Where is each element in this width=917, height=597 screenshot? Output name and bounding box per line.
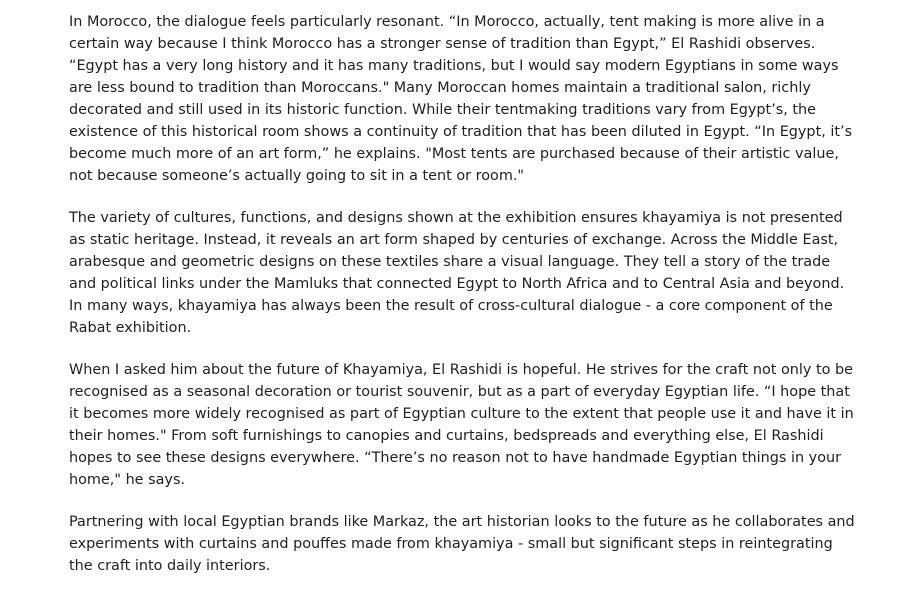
article-paragraph: When I asked him about the future of Khayamiya, El Rashidi is hopeful. He strives for the craft not only to be recognised as a seasonal decoration or tourist souvenir, but as a part of everyday Egyptian life. “I hope that it becomes more widely recognised as part of Egyptian culture to the extent that people use it and have it in their homes." From soft furnishings to canopies and curtains, bedspreads and everything else, El Rashidi hopes to see these designs everywhere. “There’s no reason not to have handmade Egyptian things in your home," he says. <box>69 362 854 488</box>
article-paragraph: In Morocco, the dialogue feels particularly resonant. “In Morocco, actually, tent making is more alive in a certain way because I think Morocco has a stronger sense of tradition than Egypt,” El Rashidi observes. “Egypt has a very long history and it has many traditions, but I would say modern Egyptians in some ways are less bound to tradition than Moroccans." Many Moroccan homes maintain a traditional salon, richly decorated and still used in its historic function. While their tentmaking traditions vary from Egypt’s, the existence of this historical room shows a continuity of tradition that has been diluted in Egypt. “In Egypt, it’s become much more of an art form,” he explains. "Most tents are purchased because of their artistic value, not because someone’s actually going to sit in a tent or room." <box>69 14 853 184</box>
article-paragraph: The variety of cultures, functions, and designs shown at the exhibition ensures khayamiya is not presented as static heritage. Instead, it reveals an art form shaped by centuries of exchange. Across the Middle East, arabesque and geometric designs on these textiles share a visual language. They tell a story of the trade and political links under the Mamluks that connected Egypt to North Africa and to Central Asia and beyond. In many ways, khayamiya has always been the result of cross-cultural dialogue - a core component of the Rabat exhibition. <box>69 210 845 336</box>
article-paragraph: Partnering with local Egyptian brands like Markaz, the art historian looks to the future as he collaborates and experiments with curtains and pouffes made from khayamiya - small but significant steps in reintegrating the craft into daily interiors. <box>69 514 855 574</box>
article-body <box>69 11 859 597</box>
